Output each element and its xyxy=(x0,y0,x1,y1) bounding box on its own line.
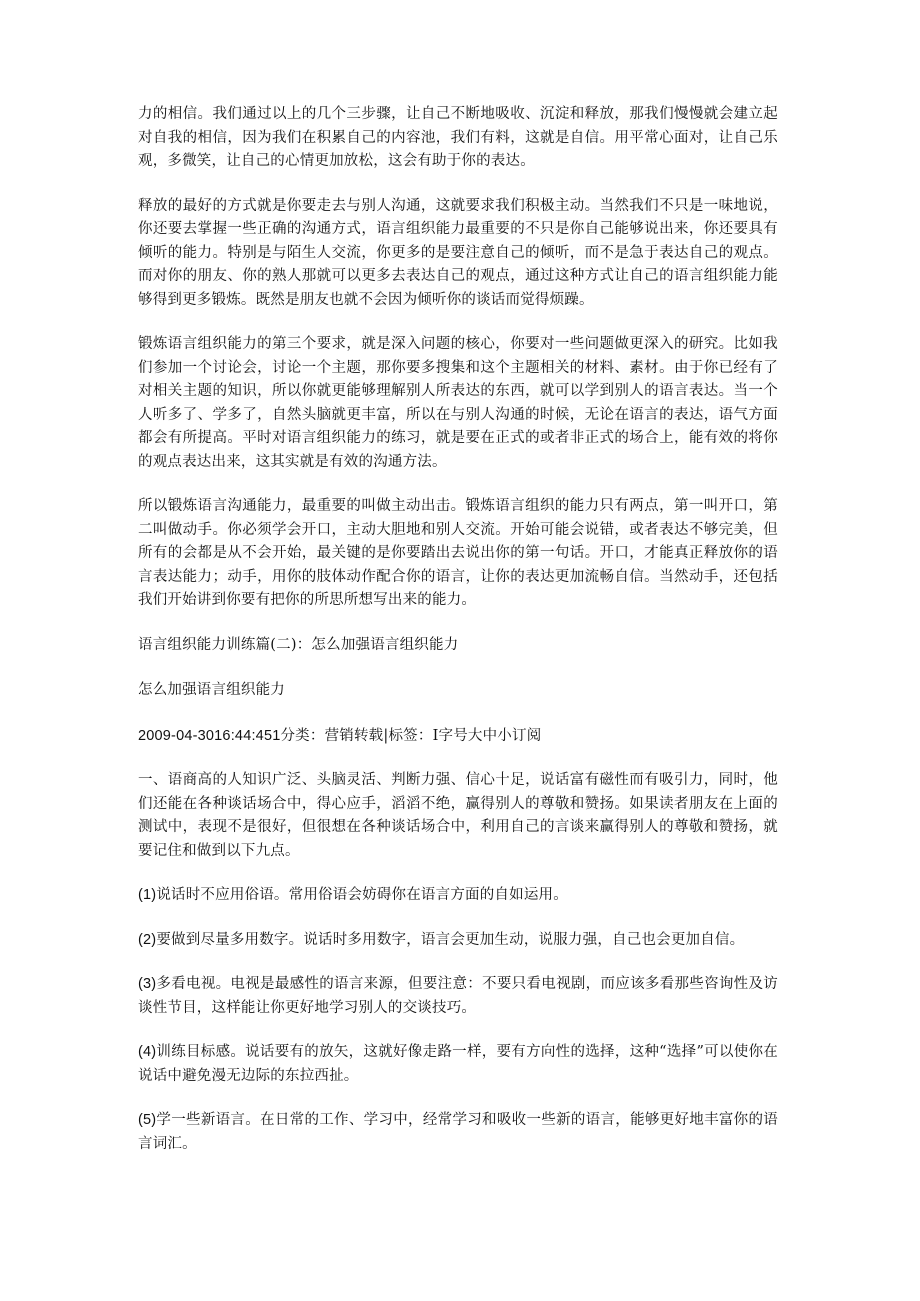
tip-item-3 xyxy=(138,973,778,1020)
tip-number: (1) xyxy=(138,887,157,903)
tip-number: (4) xyxy=(138,1044,157,1060)
tip-item-4 xyxy=(138,1041,778,1088)
paragraph-self-confidence: 力的相信。我们通过以上的几个三步骤，让自己不断地吸收、沉淀和释放，那我们慢慢就会建立起对自我的相信，因为我们在积累自己的内容池，我们有料，这就是自信。用平常心面对，让自己乐观，多微笑，让自己的心情更加放松，这会有助于你的表达。 xyxy=(138,106,778,169)
tip-number: (2) xyxy=(138,931,157,948)
tip-number: (3) xyxy=(138,976,157,992)
article-intro: 一、语商高的人知识广泛、头脑灵活、判断力强、信心十足，说话富有磁性而有吸引力，同时，他们还能在各种谈话场合中，得心应手，滔滔不绝，赢得别人的尊敬和赞扬。如果读者朋友在上面的测试中，表现不是很好，但很想在各种谈话场合中，利用自己的言谈来赢得别人的尊敬和赞扬，就要记住和做到以下九点。 xyxy=(138,772,778,859)
paragraph-take-initiative: 所以锻炼语言沟通能力，最重要的叫做主动出击。锻炼语言组织的能力只有两点，第一叫开口，第二叫做动手。你必须学会开口，主动大胆地和别人交流。开始可能会说错，或者表达不够完美，但所有的会都是从不会开始，最关键的是你要踏出去说出你的第一句话。开口，才能真正释放你的语言表达能力；动手，用你的肢体动作配合你的语言，让你的表达更加流畅自信。当然动手，还包括我们开始讲到你要有把你的所思所想写出来的能力。 xyxy=(138,498,778,608)
article-meta xyxy=(138,725,778,749)
article-heading: 语言组织能力训练篇(二)：怎么加强语言组织能力 xyxy=(138,636,459,653)
tip-item-2 xyxy=(138,929,778,953)
tip-text: 学一些新语言。在日常的工作、学习中，经常学习和吸收一些新的语言，能够更好地丰富你的语言词汇。 xyxy=(138,1112,778,1152)
tip-item-1 xyxy=(138,884,778,908)
tip-text: 说话时不应用俗语。常用俗语会妨碍你在语言方面的自如运用。 xyxy=(156,887,568,903)
paragraph-release-communication: 释放的最好的方式就是你要走去与别人沟通，这就要求我们积极主动。当然我们不只是一味地说，你还要去掌握一些正确的沟通方式，语言组织能力最重要的不只是你自己能够说出来，你还要具有倾听的能力。特别是与陌生人交流，你更多的是要注意自己的倾听，而不是急于表达自己的观点。而对你的朋友、你的熟人那就可以更多去表达自己的观点，通过这种方式让自己的语言组织能力能够得到更多锻炼。既然是朋友也就不会因为倾听你的谈话而觉得烦躁。 xyxy=(138,197,778,308)
tip-text: 多看电视。电视是最感性的语言来源，但要注意：不要只看电视剧，而应该多看那些咨询性及访谈性节目，这样能让你更好地学习别人的交谈技巧。 xyxy=(138,976,778,1016)
article-subheading: 怎么加强语言组织能力 xyxy=(138,682,285,698)
document-page xyxy=(138,103,778,1177)
tip-number: (5) xyxy=(138,1112,157,1128)
article-date: 2009-04-3016:44:451 xyxy=(138,727,281,744)
tip-text: 要做到尽量多用数字。说话时多用数字，语言会更加生动，说服力强，自己也会更加自信。 xyxy=(156,931,745,948)
tip-text: 训练目标感。说话要有的放矢，这就好像走路一样，要有方向性的选择，这种“选择”可以使你在说话中避免漫无边际的东拉西扯。 xyxy=(138,1044,778,1084)
article-category-tags: 分类：营销转载|标签：I字号大中小订阅 xyxy=(280,727,542,744)
paragraph-third-requirement: 锻炼语言组织能力的第三个要求，就是深入问题的核心，你要对一些问题做更深入的研究。比如我们参加一个讨论会，讨论一个主题，那你要多搜集和这个主题相关的材料、素材。由于你已经有了对相关主题的知识，所以你就更能够理解别人所表达的东西，就可以学到别人的语言表达。当一个人听多了、学多了，自然头脑就更丰富，所以在与别人沟通的时候，无论在语言的表达，语气方面都会有所提高。平时对语言组织能力的练习，就是要在正式的或者非正式的场合上，能有效的将你的观点表达出来，这其实就是有效的沟通方法。 xyxy=(138,336,778,470)
tip-item-5 xyxy=(138,1109,778,1156)
